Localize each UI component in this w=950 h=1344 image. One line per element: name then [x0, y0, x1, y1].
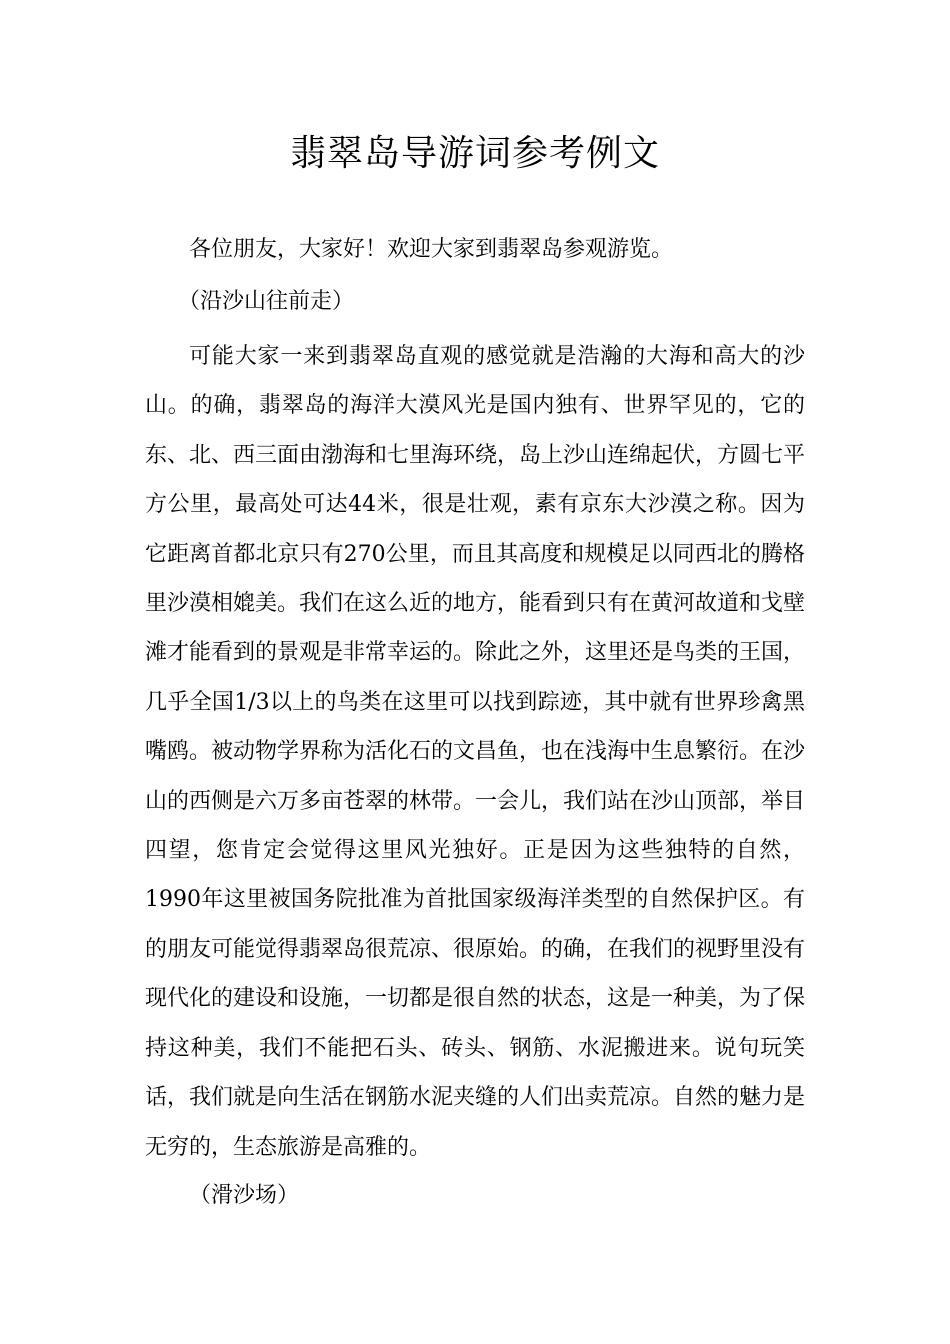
stage-direction-paragraph: （滑沙场）	[189, 1183, 300, 1208]
main-body-paragraph: 可能大家一来到翡翠岛直观的感觉就是浩瀚的大海和高大的沙山。的确，翡翠岛的海洋大漠风光是国内独有、世界罕见的，它的东、北、西三面由渤海和七里海环绕，岛上沙山连绵起伏，方圆七平方公里，最高处可达44米，很是壮观，素有京东大沙漠之称。因为它距离首都北京只有270公里，而且其高度和规模足以同西北的腾格里沙漠相媲美。我们在这么近的地方，能看到只有在黄河故道和戈壁滩才能看到的景观是非常幸运的。除此之外，这里还是鸟类的王国，几乎全国1/3以上的鸟类在这里可以找到踪迹，其中就有世界珍禽黑嘴鸥。被动物学界称为活化石的文昌鱼，也在浅海中生息繁衍。在沙山的西侧是六万多亩苍翠的林带。一会儿，我们站在沙山顶部，举目四望，您肯定会觉得这里风光独好。正是因为这些独特的自然，1990年这里被国务院批准为首批国家级海洋类型的自然保护区。有的朋友可能觉得翡翠岛很荒凉、很原始。的确，在我们的视野里没有现代化的建设和设施，一切都是很自然的状态，这是一种美，为了保持这种美，我们不能把石头、砖头、钢筋、水泥搬进来。说句玩笑话，我们就是向生活在钢筋水泥夹缝的人们出卖荒凉。自然的魅力是无穷的，生态旅游是高雅的。	[145, 344, 806, 1160]
stage-direction-paragraph: （沿沙山往前走）	[178, 289, 355, 314]
document-title: 翡翠岛导游词参考例文	[289, 133, 660, 174]
greeting-paragraph: 各位朋友，大家好！欢迎大家到翡翠岛参观游览。	[189, 237, 674, 262]
